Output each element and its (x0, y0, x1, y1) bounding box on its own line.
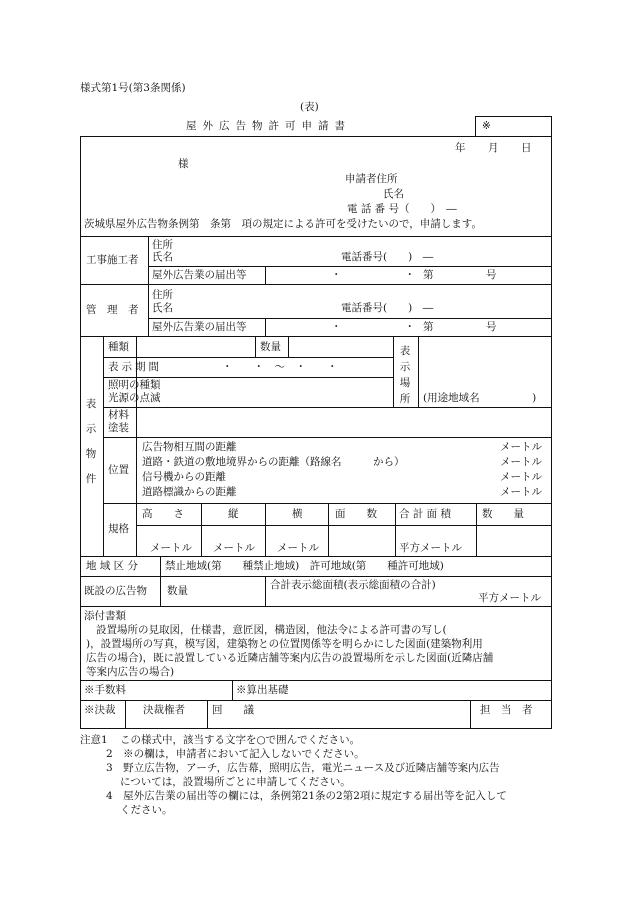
manager-notice-number[interactable]: 第 号 (423, 321, 497, 333)
sign-quantity-label: 数量 (260, 341, 281, 353)
existing-total-area-unit: 平方メートル (478, 592, 541, 604)
distance-unit: メートル (500, 486, 542, 498)
manager-name-label[interactable]: 氏名 (152, 302, 173, 314)
note-line: については，設置場所ごとに申請してください。 (120, 776, 351, 788)
flashing-label: 光源の点滅 (108, 392, 161, 404)
sign-period-marks[interactable]: ・ ・ 〜 ・ ・ (222, 361, 338, 373)
manager-phone-label[interactable]: 電話番号( ) ― (341, 302, 434, 314)
applicant-phone-label[interactable]: 電 話 番 号（ ） ― (347, 203, 457, 215)
date-day: 日 (521, 142, 532, 154)
front-label: (表) (300, 101, 319, 113)
staff-label: 担 当 者 (480, 704, 533, 716)
distance-unit: メートル (500, 471, 542, 483)
review-label: 回 議 (212, 704, 254, 716)
contractor-notice-number[interactable]: 第 号 (423, 269, 497, 281)
page-title: 屋外広告物許可申請書 (186, 120, 351, 132)
contractor-notice-label: 屋外広告業の届出等 (152, 269, 247, 281)
attachments-line: )，設置場所の写真，模写図，建築物との位置関係等を明らかにした図面(建築物利用 (86, 638, 483, 650)
application-statement: 茨城県屋外広告物条例第 条第 項の規定による許可を受けたいので，申請します。 (84, 218, 482, 230)
position-label: 位置 (108, 464, 129, 476)
existing-total-area-label: 合計表示総面積(表示総面積の合計) (270, 579, 436, 591)
zone-label: 地 域 区 分 (86, 560, 139, 572)
manager-label: 管 理 者 (86, 304, 139, 316)
note-line: 4 屋外広告業の届出等の欄には，条例第21条の2第2項に規定する届出等を記入して (106, 790, 507, 802)
spec-unit-total-area: 平方メートル (399, 542, 462, 554)
contractor-label: 工事施工者 (86, 254, 139, 266)
addressee-suffix: 様 (178, 158, 189, 170)
decision-authority-label: 決裁権者 (143, 704, 185, 716)
distance-label: 道路・鉄道の敷地境界からの距離（路線名 から） (142, 456, 405, 468)
form-number: 様式第1号(第3条関係) (80, 82, 186, 94)
distance-label: 道路標識からの距離 (142, 486, 237, 498)
spec-unit-height: メートル (150, 542, 192, 554)
contractor-address-label[interactable]: 住所 (152, 239, 173, 251)
distance-unit: メートル (500, 441, 542, 453)
zoning-name[interactable]: (用途地域名 ) (423, 392, 537, 404)
attachments-line: 等案内広告の場合) (86, 666, 175, 678)
spec-header-horizontal: 横 (292, 508, 303, 520)
sign-location-label: 表示場所 (399, 345, 411, 405)
note-line: 3 野立広告物，アーチ，広告幕，照明広告，電光ニュース及び近隣店舗等案内広告 (106, 762, 500, 774)
spec-header-height: 高 さ (142, 508, 184, 520)
office-mark: ※ (482, 120, 491, 132)
material-label: 材料 (108, 409, 129, 421)
note-line: この様式中，該当する文字を○で囲んでください。 (120, 734, 361, 746)
attachments-line: 設置場所の見取図，仕様書，意匠図，構造図，他法令による許可書の写し( (96, 624, 447, 636)
spec-header-total-area: 合 計 面 積 (399, 508, 452, 520)
distance-label: 信号機からの距離 (142, 471, 226, 483)
date-month: 月 (488, 142, 499, 154)
manager-notice-dots[interactable]: ・ ・ (331, 321, 415, 333)
spec-unit-vertical: メートル (213, 542, 255, 554)
attachments-label: 添付書類 (84, 610, 126, 622)
lighting-label: 照明の種類 (108, 379, 161, 391)
contractor-phone-label[interactable]: 電話番号( ) ― (341, 251, 434, 263)
spec-label: 規格 (108, 523, 129, 535)
spec-header-vertical: 縦 (228, 508, 239, 520)
distance-unit: メートル (500, 456, 542, 468)
date-year: 年 (455, 142, 466, 154)
sign-type-label: 種類 (108, 341, 129, 353)
attachments-line: 広告の場合)，既に設置している近隣店舗等案内広告の設置場所を示した図面(近隣店舗 (86, 652, 494, 664)
applicant-name-label[interactable]: 氏名 (383, 188, 404, 200)
decision-label: ※決裁 (84, 704, 116, 716)
paint-label: 塗装 (108, 422, 129, 434)
applicant-address-label[interactable]: 申請者住所 (345, 173, 398, 185)
existing-label: 既設の広告物 (84, 585, 147, 597)
fee-label: ※手数料 (84, 684, 126, 696)
note-line: ください。 (120, 804, 173, 816)
contractor-notice-dots[interactable]: ・ ・ (331, 269, 415, 281)
existing-quantity-label[interactable]: 数量 (167, 585, 188, 597)
spec-unit-horizontal: メートル (277, 542, 319, 554)
distance-label: 広告物相互間の距離 (142, 441, 237, 453)
manager-address-label[interactable]: 住所 (152, 289, 173, 301)
sign-side-label: 表示物件 (85, 398, 97, 485)
manager-notice-label: 屋外広告業の届出等 (152, 321, 247, 333)
calc-basis-label: ※算出基礎 (236, 684, 289, 696)
contractor-name-label[interactable]: 氏名 (152, 251, 173, 263)
notes-title: 注意1 (80, 734, 108, 746)
spec-header-faces: 面 数 (335, 508, 377, 520)
zone-text[interactable]: 禁止地域(第 種禁止地域) 許可地域(第 種許可地域) (165, 560, 444, 572)
spec-header-quantity: 数 量 (482, 508, 524, 520)
sign-period-label: 表示期間 (108, 361, 162, 373)
note-line: 2 ※の欄は，申請者において記入しないでください。 (106, 748, 365, 760)
